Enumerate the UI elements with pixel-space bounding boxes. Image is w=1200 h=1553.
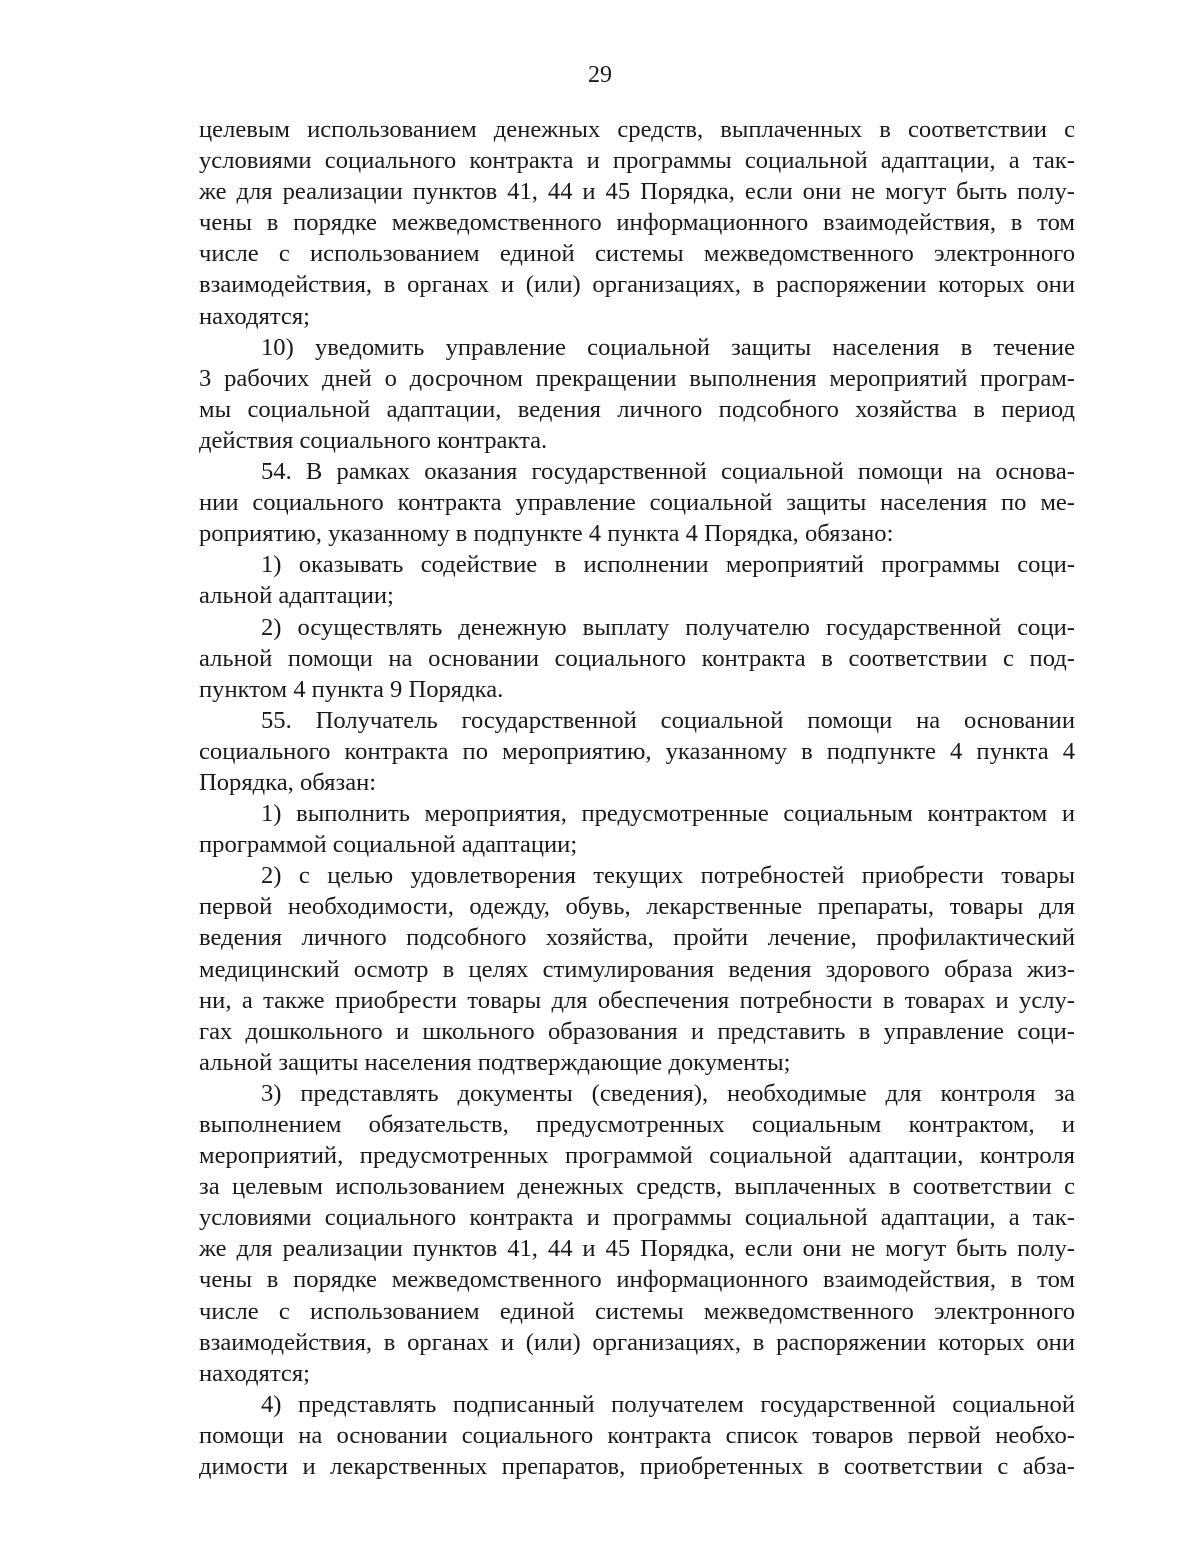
text-line: действия социального контракта. (199, 426, 548, 454)
text-line: чены в порядке межведомственного информационного взаимодействия, в том (199, 1266, 1075, 1294)
text-line: помощи на основании социального контракта список товаров первой необхо- (199, 1421, 1075, 1449)
text-line: программой социальной адаптации; (199, 831, 578, 859)
text-line: альной адаптации; (199, 582, 394, 610)
paragraph (199, 798, 1075, 860)
text-line: мероприятий, предусмотренных программой социальной адаптации, контроля (199, 1142, 1075, 1170)
text-line: условиями социального контракта и программы социальной адаптации, а так- (199, 147, 1075, 175)
text-line: ни, а также приобрести товары для обеспечения потребности в товарах и услу- (199, 986, 1075, 1014)
text-line: 54. В рамках оказания государственной социальной помощи на основа- (261, 458, 1075, 486)
text-line: за целевым использованием денежных средств, выплаченных в соответствии с (199, 1173, 1075, 1201)
text-line: Порядка, обязан: (199, 768, 377, 796)
text-line: целевым использованием денежных средств, выплаченных в соответствии с (199, 116, 1075, 143)
text-line: взаимодействия, в органах и (или) организациях, в распоряжении которых они (199, 271, 1075, 299)
text-line: гах дошкольного и школьного образования и представить в управление соци- (199, 1017, 1075, 1045)
paragraph (199, 549, 1075, 611)
text-line: числе с использованием единой системы межведомственного электронного (199, 1297, 1075, 1325)
text-line: 55. Получатель государственной социальной помощи на основании (261, 706, 1075, 734)
text-line: 2) с целью удовлетворения текущих потребностей приобрести товары (261, 862, 1075, 890)
page-number: 29 (588, 62, 612, 88)
text-line: альной защиты населения подтверждающие документы; (199, 1048, 791, 1076)
text-line: социального контракта по мероприятию, указанному в подпункте 4 пункта 4 (199, 737, 1075, 765)
text-line: числе с использованием единой системы межведомственного электронного (199, 240, 1075, 268)
text-line: димости и лекарственных препаратов, приобретенных в соответствии с абза- (199, 1453, 1075, 1481)
text-line: чены в порядке межведомственного информационного взаимодействия, в том (199, 209, 1075, 237)
text-line: условиями социального контракта и программы социальной адаптации, а так- (199, 1204, 1075, 1232)
text-line: же для реализации пунктов 41, 44 и 45 Порядка, если они не могут быть полу- (199, 178, 1075, 206)
document-body (199, 114, 1075, 1482)
paragraph (199, 1078, 1075, 1389)
text-line: роприятию, указанному в подпункте 4 пункта 4 Порядка, обязано: (199, 520, 894, 548)
paragraph (199, 705, 1075, 798)
text-line: ведения личного подсобного хозяйства, пройти лечение, профилактический (199, 924, 1075, 952)
paragraph (199, 612, 1075, 705)
paragraph (199, 456, 1075, 549)
text-line: мы социальной адаптации, ведения личного подсобного хозяйства в период (199, 395, 1075, 423)
text-line: нии социального контракта управление социальной защиты населения по ме- (199, 489, 1075, 517)
text-line: 3 рабочих дней о досрочном прекращении выполнения мероприятий програм- (199, 364, 1075, 392)
text-line: взаимодействия, в органах и (или) организациях, в распоряжении которых они (199, 1328, 1075, 1356)
text-line: 2) осуществлять денежную выплату получателю государственной соци- (261, 613, 1075, 641)
text-line: же для реализации пунктов 41, 44 и 45 Порядка, если они не могут быть полу- (199, 1235, 1075, 1263)
paragraph (199, 114, 1075, 332)
text-line: 10) уведомить управление социальной защиты населения в течение (261, 333, 1075, 361)
paragraph (199, 1389, 1075, 1482)
text-line: альной помощи на основании социального контракта в соответствии с под- (199, 644, 1075, 672)
text-line: находятся; (199, 1359, 310, 1387)
text-line: 4) представлять подписанный получателем государственной социальной (261, 1390, 1075, 1418)
text-line: медицинский осмотр в целях стимулирования ведения здорового образа жиз- (199, 955, 1075, 983)
text-line: 1) выполнить мероприятия, предусмотренные социальным контрактом и (261, 800, 1075, 828)
text-line: пунктом 4 пункта 9 Порядка. (199, 675, 504, 703)
paragraph (199, 860, 1075, 1078)
text-line: 3) представлять документы (сведения), необходимые для контроля за (261, 1079, 1075, 1107)
text-line: первой необходимости, одежду, обувь, лекарственные препараты, товары для (199, 893, 1075, 921)
text-line: выполнением обязательств, предусмотренных социальным контрактом, и (199, 1111, 1075, 1138)
paragraph (199, 332, 1075, 456)
text-line: находятся; (199, 302, 310, 330)
text-line: 1) оказывать содействие в исполнении мероприятий программы соци- (261, 551, 1075, 579)
